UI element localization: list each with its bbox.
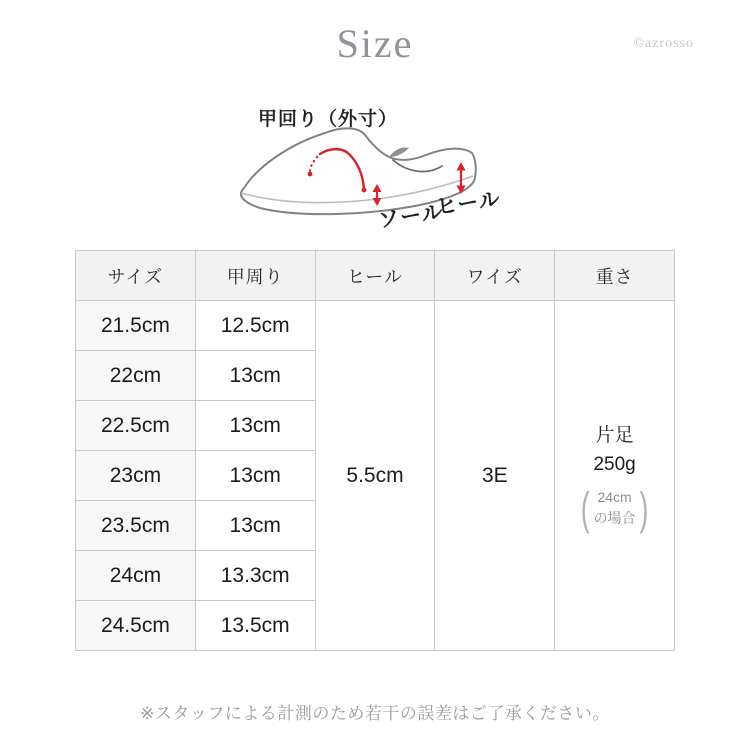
header-size: サイズ [76, 251, 196, 301]
shoe-opening-notch [389, 147, 409, 157]
table-row [76, 301, 675, 351]
size-cell: 24cm [76, 551, 196, 601]
size-cell: 24.5cm [76, 601, 196, 651]
weight-note-line2: の場合 [593, 510, 636, 526]
girth-arc-start-dot [308, 172, 313, 177]
table-header-row [76, 251, 675, 301]
size-cell: 22.5cm [76, 401, 196, 451]
heel-label: ヒール [434, 187, 503, 220]
weight-value-cell [555, 301, 675, 651]
girth-arc-end-dot [362, 188, 367, 193]
size-cell: 23cm [76, 451, 196, 501]
copyright-text: ©azrosso [633, 36, 694, 51]
sole-label: ソール [376, 200, 446, 233]
heel-value-cell: 5.5cm [315, 301, 435, 651]
girth-cell: 13.5cm [195, 601, 315, 651]
paren-open: ( [580, 481, 590, 535]
paren-close: ) [639, 481, 649, 535]
girth-label: 甲回り（外寸） [258, 109, 399, 130]
weight-note-line1: 24cm [597, 489, 632, 505]
weight-note [555, 481, 674, 535]
weight-line1: 片足 [595, 425, 634, 446]
page-title: Size [336, 21, 414, 66]
shoe-measurement-diagram [230, 100, 530, 233]
weight-line2: 250g [593, 453, 636, 475]
header-width: ワイズ [435, 251, 555, 301]
girth-cell: 12.5cm [195, 301, 315, 351]
girth-cell: 13cm [195, 351, 315, 401]
size-cell: 23.5cm [76, 501, 196, 551]
girth-cell: 13cm [195, 451, 315, 501]
measurement-disclaimer: ※スタッフによる計測のため若干の誤差はご了承ください。 [140, 704, 610, 723]
size-cell: 21.5cm [76, 301, 196, 351]
header-girth: 甲周り [195, 251, 315, 301]
width-value-cell: 3E [435, 301, 555, 651]
header-heel: ヒール [315, 251, 435, 301]
size-table [75, 250, 675, 651]
size-cell: 22cm [76, 351, 196, 401]
girth-cell: 13cm [195, 401, 315, 451]
girth-cell: 13.3cm [195, 551, 315, 601]
header-weight: 重さ [555, 251, 675, 301]
girth-cell: 13cm [195, 501, 315, 551]
